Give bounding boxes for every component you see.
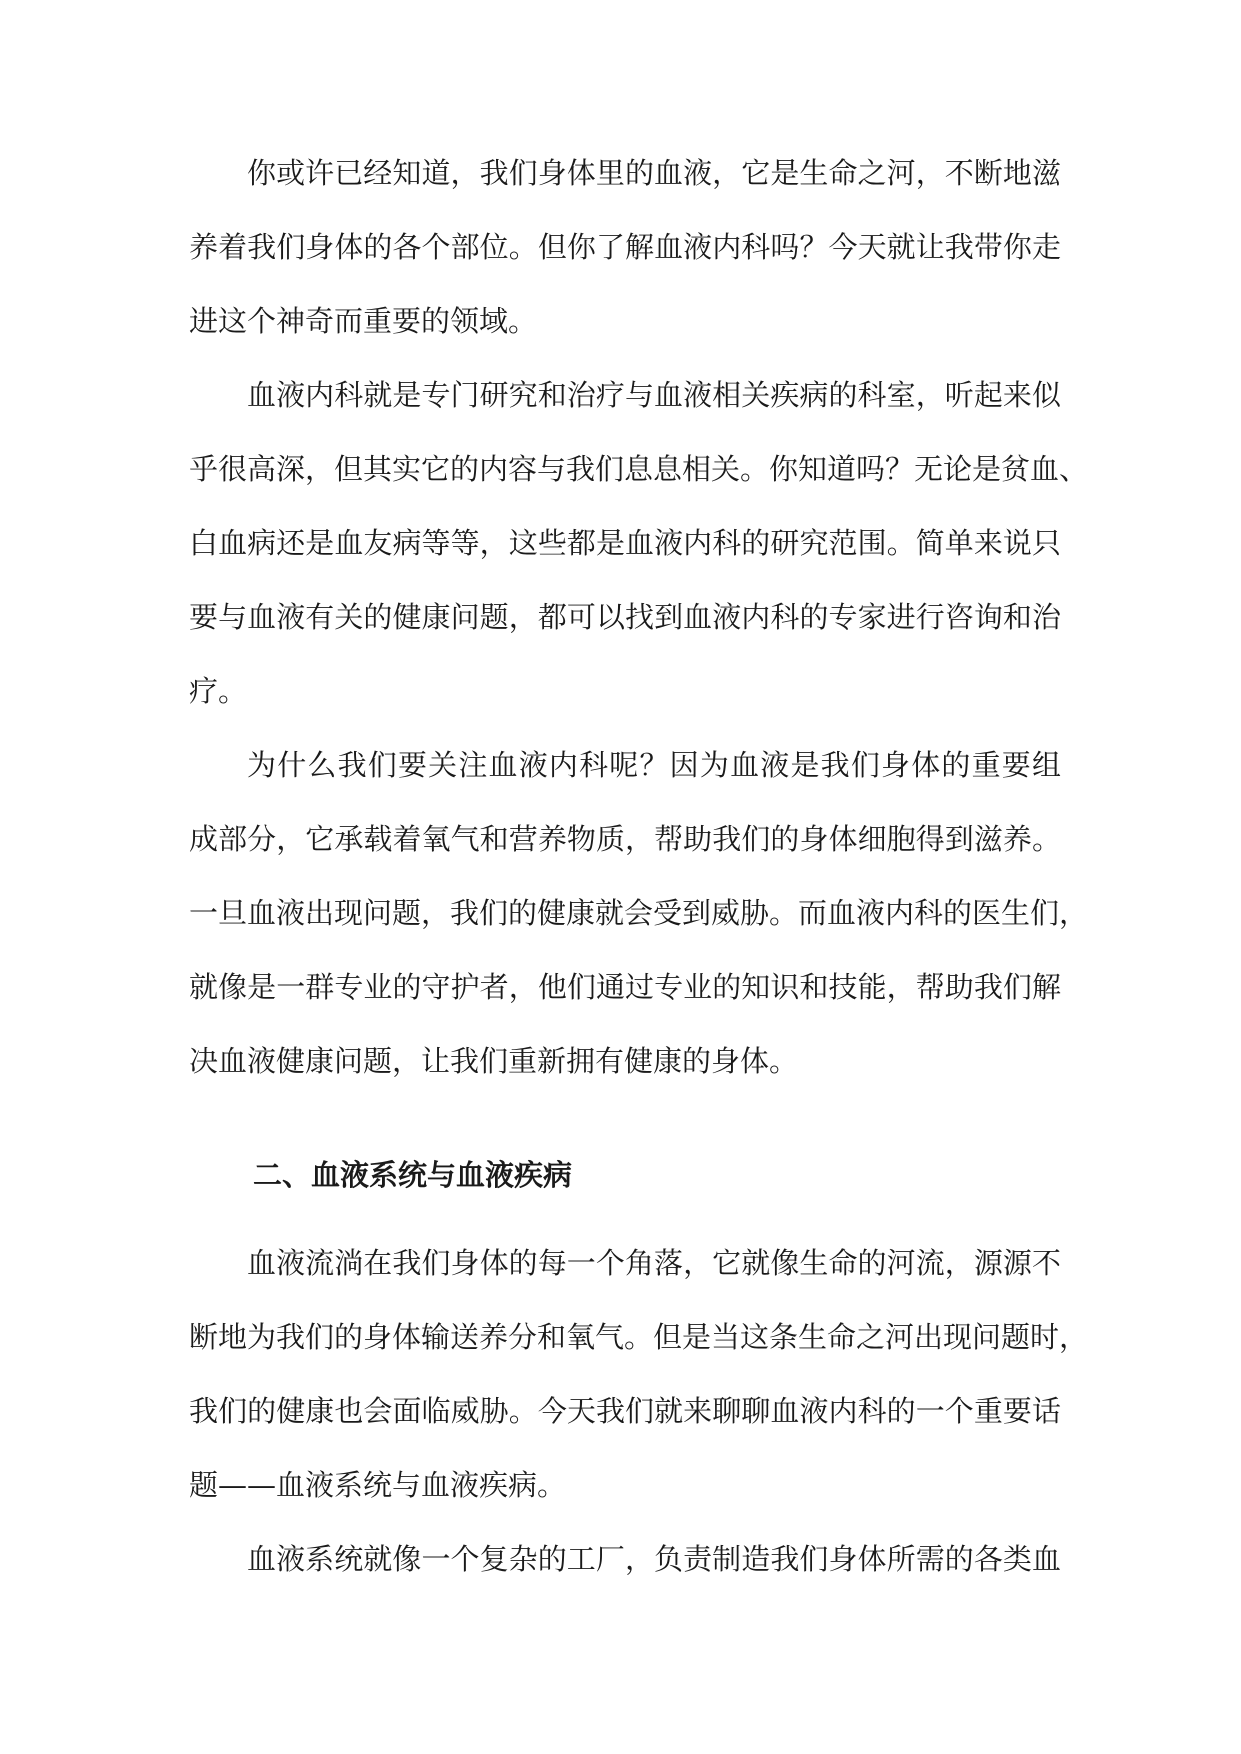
text-line: 一旦血液出现问题，我们的健康就会受到威胁。而血液内科的医生们， bbox=[189, 896, 1089, 930]
text-line: 题——血液系统与血液疾病。 bbox=[189, 1468, 567, 1502]
text-line: 断地为我们的身体输送养分和氧气。但是当这条生命之河出现问题时， bbox=[189, 1320, 1089, 1354]
text-line: 决血液健康问题，让我们重新拥有健康的身体。 bbox=[189, 1044, 799, 1078]
text-line: 就像是一群专业的守护者，他们通过专业的知识和技能，帮助我们解 bbox=[189, 970, 1061, 1004]
paragraph-why-hematology bbox=[189, 728, 1089, 1098]
section-heading: 二、血液系统与血液疾病 bbox=[253, 1158, 573, 1192]
text-line: 进这个神奇而重要的领域。 bbox=[189, 304, 538, 338]
paragraph-intro-blood bbox=[189, 136, 1061, 358]
paragraph-hematology-definition bbox=[189, 358, 1089, 728]
text-line: 为什么我们要关注血液内科呢？因为血液是我们身体的重要组 bbox=[247, 748, 1061, 782]
text-line: 血液流淌在我们身体的每一个角落，它就像生命的河流，源源不 bbox=[247, 1246, 1061, 1280]
text-line: 要与血液有关的健康问题，都可以找到血液内科的专家进行咨询和治 bbox=[189, 600, 1061, 634]
text-line: 白血病还是血友病等等，这些都是血液内科的研究范围。简单来说只 bbox=[189, 526, 1061, 560]
text-line: 成部分，它承载着氧气和营养物质，帮助我们的身体细胞得到滋养。 bbox=[189, 822, 1061, 856]
paragraph-blood-river bbox=[189, 1226, 1089, 1522]
text-line: 你或许已经知道，我们身体里的血液，它是生命之河，不断地滋 bbox=[247, 156, 1061, 190]
text-line: 血液内科就是专门研究和治疗与血液相关疾病的科室，听起来似 bbox=[247, 378, 1061, 412]
text-line: 血液系统就像一个复杂的工厂，负责制造我们身体所需的各类血 bbox=[247, 1542, 1061, 1576]
text-line: 养着我们身体的各个部位。但你了解血液内科吗？今天就让我带你走 bbox=[189, 230, 1061, 264]
text-line: 乎很高深，但其实它的内容与我们息息相关。你知道吗？无论是贫血、 bbox=[189, 452, 1089, 486]
text-line: 我们的健康也会面临威胁。今天我们就来聊聊血液内科的一个重要话 bbox=[189, 1394, 1061, 1428]
paragraph-blood-system-factory bbox=[189, 1522, 1061, 1596]
document-page bbox=[189, 136, 1089, 1596]
text-line: 疗。 bbox=[189, 674, 248, 708]
